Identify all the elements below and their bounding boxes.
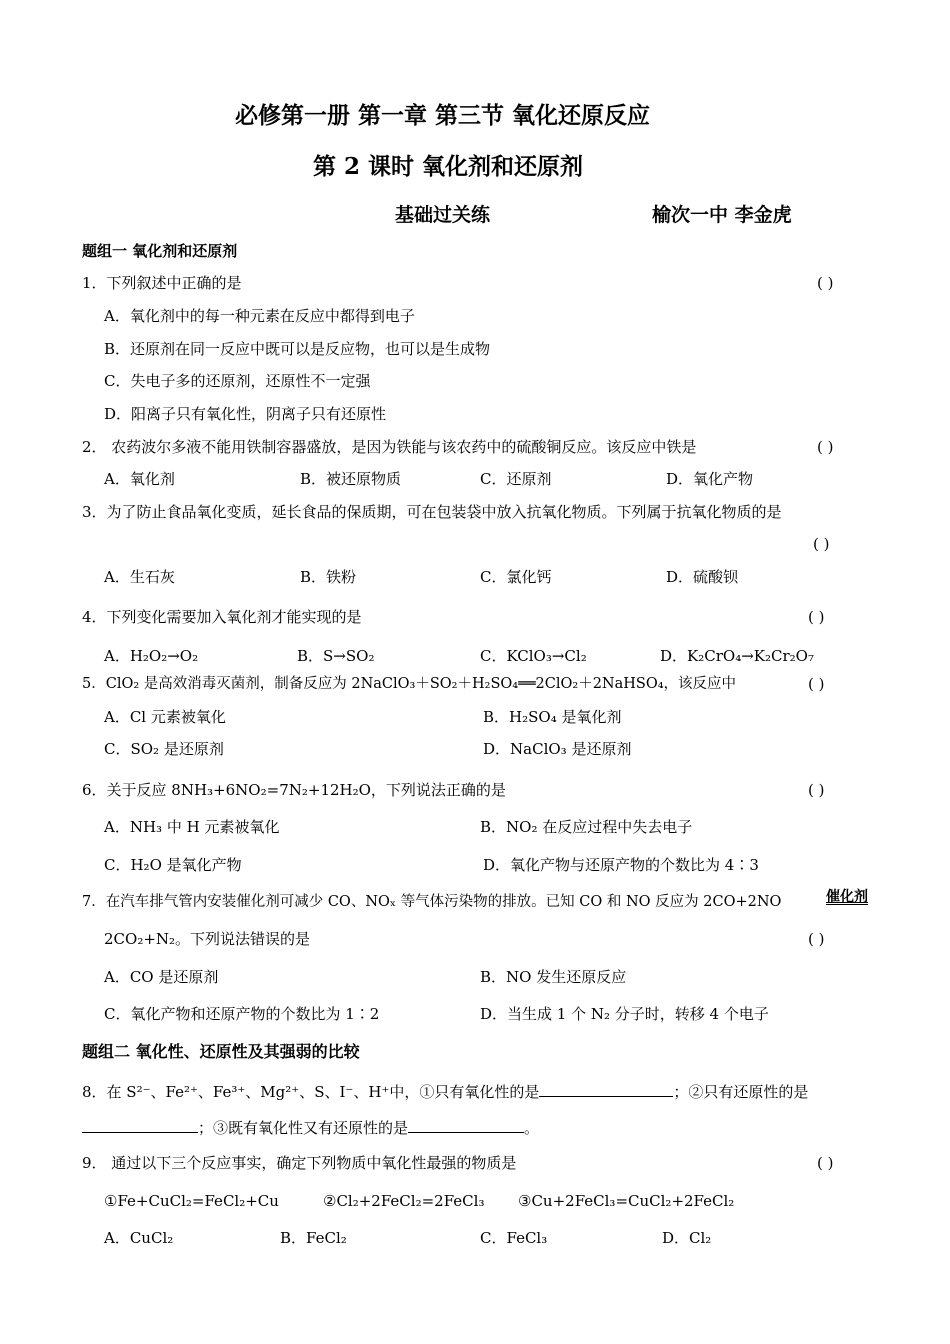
q6-option-c: C．H₂O 是氧化产物 <box>104 856 242 874</box>
q2-answer-paren[interactable]: ( ) <box>817 438 834 456</box>
q7-stem: 7．在汽车排气管内安装催化剂可减少 CO、NOₓ 等气体污染物的排放。已知 CO 和 NO 反应为 2CO+2NO <box>82 894 782 910</box>
q5-option-b: B．H₂SO₄ 是氧化剂 <box>483 708 622 726</box>
q2-option-a: A．氧化剂 <box>104 470 175 488</box>
q3-answer-paren[interactable]: ( ) <box>813 535 830 553</box>
q8-line-2 <box>82 1118 539 1136</box>
q9-stem: 9． 通过以下三个反应事实，确定下列物质中氧化性最强的物质是 <box>82 1154 517 1172</box>
q8-blank-1[interactable] <box>539 1082 673 1097</box>
q4-stem: 4．下列变化需要加入氧化剂才能实现的是 <box>82 608 362 626</box>
q4-option-a: A．H₂O₂→O₂ <box>104 647 199 665</box>
q4-option-d: D．K₂CrO₄→K₂Cr₂O₇ <box>660 647 814 665</box>
q2-option-c: C．还原剂 <box>480 470 552 488</box>
q7-stem-continued: 2CO₂+N₂。下列说法错误的是 <box>104 930 311 948</box>
q9-option-d: D．Cl₂ <box>662 1229 712 1247</box>
q3-option-a: A．生石灰 <box>104 568 175 586</box>
q4-answer-paren[interactable]: ( ) <box>808 608 825 626</box>
q1-option-c: C．失电子多的还原剂，还原性不一定强 <box>104 372 371 390</box>
q6-answer-paren[interactable]: ( ) <box>808 781 825 799</box>
q9-answer-paren[interactable]: ( ) <box>817 1154 834 1172</box>
q6-option-a: A．NH₃ 中 H 元素被氧化 <box>104 818 280 836</box>
q5-stem: 5．ClO₂ 是高效消毒灭菌剂，制备反应为 2NaClO₃＋SO₂＋H₂SO₄══2ClO₂＋2NaHSO₄，该反应中 <box>82 676 737 692</box>
lesson-subtitle: 第 2 课时 氧化剂和还原剂 <box>313 153 584 180</box>
q8-text-3: ；③既有氧化性又有还原性的是 <box>198 1119 409 1137</box>
q9-reaction-1: ①Fe+CuCl₂=FeCl₂+Cu <box>104 1192 279 1210</box>
catalyst-label: 催化剂 <box>826 889 868 905</box>
q7-option-a: A．CO 是还原剂 <box>104 968 219 986</box>
q8-text-2: ；②只有还原性的是 <box>673 1083 809 1101</box>
q1-option-b: B．还原剂在同一反应中既可以是反应物，也可以是生成物 <box>104 340 491 358</box>
q7-answer-paren[interactable]: ( ) <box>808 930 825 948</box>
q1-option-a: A．氧化剂中的每一种元素在反应中都得到电子 <box>104 307 415 325</box>
q9-option-b: B．FeCl₂ <box>280 1229 347 1247</box>
q7-option-c: C．氧化产物和还原产物的个数比为 1∶2 <box>104 1005 380 1023</box>
q3-stem: 3．为了防止食品氧化变质，延长食品的保质期，可在包装袋中放入抗氧化物质。下列属于抗氧化物质的是 <box>82 503 782 521</box>
q6-option-b: B．NO₂ 在反应过程中失去电子 <box>480 818 693 836</box>
q2-stem: 2． 农药波尔多液不能用铁制容器盛放，是因为铁能与该农药中的硫酸铜反应。该反应中铁是 <box>82 438 697 456</box>
q8-blank-2[interactable] <box>82 1118 198 1133</box>
q2-option-b: B．被还原物质 <box>300 470 402 488</box>
q8-line-1 <box>82 1082 808 1100</box>
page-title: 必修第一册 第一章 第三节 氧化还原反应 <box>235 102 651 129</box>
q7-option-b: B．NO 发生还原反应 <box>480 968 627 986</box>
q6-option-d: D．氧化产物与还原产物的个数比为 4∶3 <box>483 856 759 874</box>
q5-option-a: A．Cl 元素被氧化 <box>104 708 226 726</box>
q9-option-a: A．CuCl₂ <box>104 1229 174 1247</box>
q3-option-c: C．氯化钙 <box>480 568 552 586</box>
q8-blank-3[interactable] <box>408 1118 524 1133</box>
group-2-heading: 题组二 氧化性、还原性及其强弱的比较 <box>82 1042 360 1061</box>
q5-option-d: D．NaClO₃ 是还原剂 <box>483 740 632 758</box>
q6-stem: 6．关于反应 8NH₃+6NO₂=7N₂+12H₂O，下列说法正确的是 <box>82 781 506 799</box>
q8-text-1: 8．在 S²⁻、Fe²⁺、Fe³⁺、Mg²⁺、S、I⁻、H⁺中，①只有氧化性的是 <box>82 1083 540 1101</box>
q3-option-b: B．铁粉 <box>300 568 357 586</box>
q5-answer-paren[interactable]: ( ) <box>808 675 825 693</box>
q3-option-d: D．硫酸钡 <box>666 568 739 586</box>
q1-stem: 1．下列叙述中正确的是 <box>82 274 242 292</box>
q9-reaction-2: ②Cl₂+2FeCl₂=2FeCl₃ <box>323 1192 485 1210</box>
q1-option-d: D．阳离子只有氧化性，阴离子只有还原性 <box>104 405 387 423</box>
section-label: 基础过关练 <box>395 204 491 226</box>
q4-option-b: B．S→SO₂ <box>297 647 375 665</box>
q2-option-d: D．氧化产物 <box>666 470 754 488</box>
q4-option-c: C．KClO₃→Cl₂ <box>480 647 587 665</box>
author-label: 榆次一中 李金虎 <box>652 204 792 226</box>
q8-text-4: 。 <box>524 1119 540 1137</box>
q7-option-d: D．当生成 1 个 N₂ 分子时，转移 4 个电子 <box>480 1005 769 1023</box>
group-1-heading: 题组一 氧化剂和还原剂 <box>82 242 238 260</box>
q5-option-c: C．SO₂ 是还原剂 <box>104 740 224 758</box>
q9-option-c: C．FeCl₃ <box>480 1229 548 1247</box>
q1-answer-paren[interactable]: ( ) <box>817 274 834 292</box>
q9-reaction-3: ③Cu+2FeCl₃=CuCl₂+2FeCl₂ <box>518 1192 735 1210</box>
